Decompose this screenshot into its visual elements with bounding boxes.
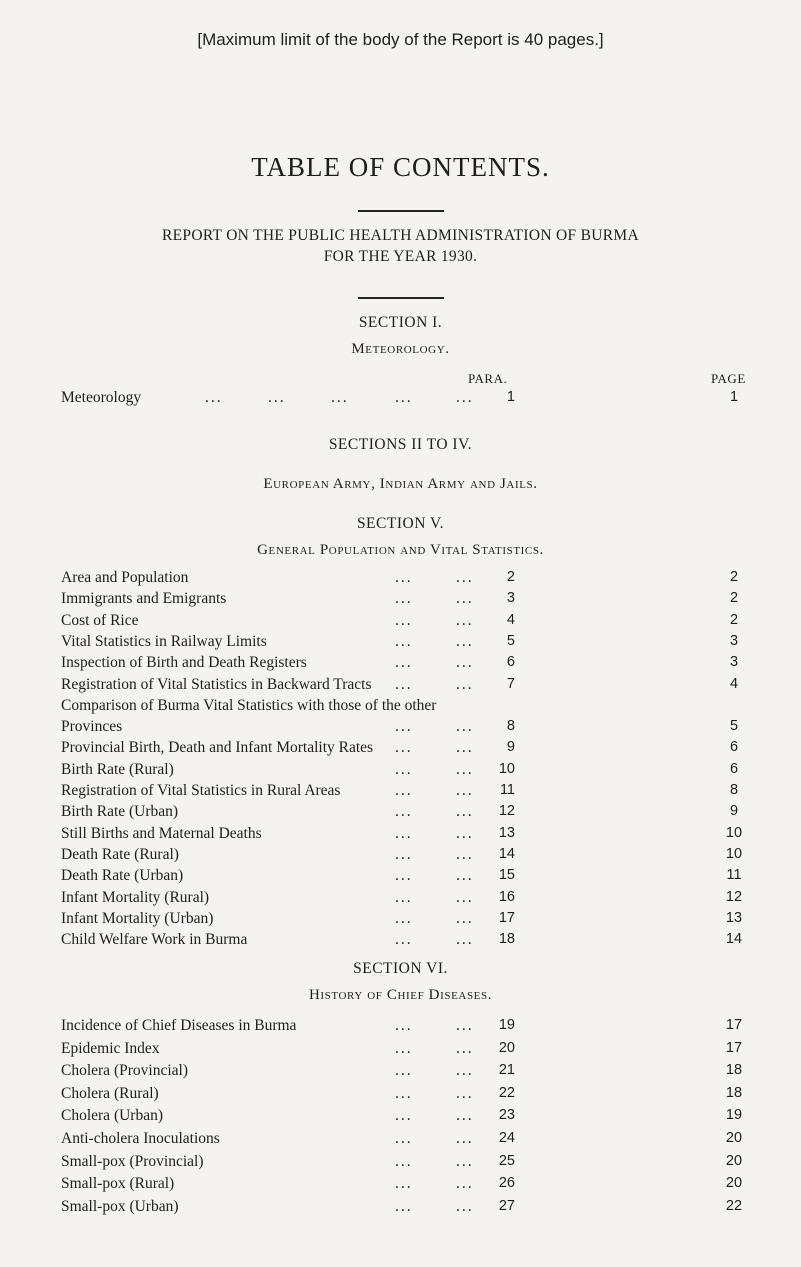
toc-leader: ... (395, 654, 413, 672)
toc-entry-label: Death Rate (Urban) (61, 867, 184, 885)
section-1-subheading: Meteorology. (351, 341, 450, 357)
toc-leader: ... (456, 1152, 474, 1170)
toc-leader: ... (456, 931, 474, 949)
toc-leader: ... (395, 888, 413, 906)
toc-leader: ... (205, 389, 223, 406)
toc-entry (0, 1153, 801, 1175)
toc-leader: ... (395, 675, 413, 693)
toc-entry-para: 16 (498, 888, 515, 905)
toc-leader: ... (395, 389, 413, 406)
toc-entry-para: 1 (506, 389, 515, 405)
toc-entry-page: 18 (725, 1062, 743, 1079)
toc-entry (0, 1130, 801, 1152)
toc-entry-label: Immigrants and Emigrants (61, 590, 227, 608)
report-title-line-1: REPORT ON THE PUBLIC HEALTH ADMINISTRATION OF BURMA (162, 227, 639, 244)
toc-entry-label: Still Births and Maternal Deaths (61, 824, 262, 842)
toc-entry-page: 17 (725, 1039, 743, 1056)
toc-leader: ... (331, 389, 349, 406)
section-6-heading: SECTION VI. (353, 960, 448, 977)
toc-leader: ... (456, 675, 474, 693)
toc-entry-label: Registration of Vital Statistics in Backward Tracts (61, 675, 372, 693)
toc-entry (0, 739, 801, 761)
toc-entry-page: 2 (729, 590, 739, 607)
toc-leader: ... (456, 654, 474, 672)
toc-leader: ... (395, 909, 413, 927)
toc-entry-page: 10 (725, 824, 743, 841)
toc-entry-page: 3 (729, 632, 739, 649)
toc-leader: ... (395, 1130, 413, 1147)
toc-entry-para: 15 (498, 867, 515, 884)
toc-entry (0, 1085, 801, 1107)
toc-entry-para: 4 (506, 611, 515, 628)
toc-entry-label: Cost of Rice (61, 611, 139, 629)
toc-leader: ... (268, 389, 286, 406)
toc-entry-page: 17 (725, 1017, 743, 1033)
toc-leader: ... (456, 888, 474, 906)
toc-entry (0, 1040, 801, 1062)
toc-entry-page: 18 (725, 1084, 743, 1101)
toc-entry-para: 11 (499, 782, 515, 798)
toc-entry-para: 9 (506, 739, 515, 756)
toc-entry (0, 718, 801, 740)
toc-entry-page: 14 (725, 931, 743, 948)
toc-entry-page: 20 (725, 1175, 743, 1192)
toc-entry-label: Birth Rate (Rural) (61, 760, 174, 778)
toc-entry-page: 8 (729, 782, 739, 798)
section-2-4-heading: SECTIONS II TO IV. (328, 436, 473, 453)
toc-entry (0, 761, 801, 783)
toc-entry-label: Registration of Vital Statistics in Rural Areas (61, 782, 341, 799)
toc-leader: ... (395, 931, 413, 949)
toc-leader: ... (456, 803, 474, 821)
toc-entry-page: 10 (725, 845, 743, 862)
toc-entry-para: 18 (498, 931, 515, 948)
toc-entry-page: 6 (729, 739, 739, 756)
toc-entry-label: Comparison of Burma Vital Statistics with those of the other (61, 696, 437, 714)
toc-entry-label: Provinces (61, 718, 123, 736)
toc-leader: ... (456, 1062, 474, 1080)
report-title-line-2: FOR THE YEAR 1930. (323, 248, 478, 265)
toc-entry (0, 633, 801, 655)
toc-entry-label: Small-pox (Rural) (61, 1175, 175, 1193)
toc-entry-label: Small-pox (Provincial) (61, 1152, 204, 1170)
toc-leader: ... (395, 782, 413, 799)
section-1-heading: SECTION I. (358, 314, 443, 331)
toc-leader: ... (395, 1107, 413, 1125)
toc-entry-label: Infant Mortality (Urban) (61, 909, 214, 927)
toc-entry (0, 1198, 801, 1220)
toc-leader: ... (395, 845, 413, 863)
toc-entry-para: 7 (506, 675, 515, 692)
title-rule (358, 210, 444, 212)
toc-leader: ... (395, 718, 413, 736)
toc-leader: ... (395, 803, 413, 821)
toc-entry-label: Inspection of Birth and Death Registers (61, 654, 307, 672)
toc-leader: ... (456, 1175, 474, 1193)
toc-entry-para: 17 (498, 909, 515, 926)
toc-entry-label: Cholera (Urban) (61, 1107, 163, 1125)
report-rule (358, 297, 444, 299)
toc-entry-page: 4 (729, 675, 739, 692)
toc-entry-label: Cholera (Provincial) (61, 1062, 188, 1080)
toc-entry (0, 676, 801, 698)
toc-entry-page: 20 (725, 1152, 743, 1169)
toc-leader: ... (395, 611, 413, 629)
toc-entry-page: 5 (729, 718, 739, 735)
toc-leader: ... (456, 909, 474, 927)
section-5-subheading: General Population and Vital Statistics. (257, 542, 544, 558)
toc-leader: ... (456, 389, 474, 406)
toc-entry-para: 12 (498, 803, 515, 820)
toc-leader: ... (456, 718, 474, 736)
toc-entry-page: 3 (729, 654, 739, 671)
toc-entry-page: 13 (725, 909, 743, 926)
toc-entry-label: Epidemic Index (61, 1039, 160, 1057)
toc-entry-para: 2 (506, 569, 515, 585)
toc-entry-label: Anti-cholera Inoculations (61, 1130, 220, 1147)
toc-entry-label: Birth Rate (Urban) (61, 803, 179, 821)
toc-entry-label: Meteorology (61, 389, 142, 406)
toc-leader: ... (456, 590, 474, 608)
toc-leader: ... (456, 1107, 474, 1125)
toc-entry (0, 803, 801, 825)
toc-entry-para: 26 (498, 1175, 515, 1192)
toc-entry (0, 867, 801, 889)
toc-leader: ... (395, 1084, 413, 1102)
section-6-subheading: History of Chief Diseases. (308, 987, 493, 1003)
toc-leader: ... (395, 1017, 413, 1034)
toc-entry-page: 19 (725, 1107, 743, 1124)
toc-leader: ... (456, 1017, 474, 1034)
toc-entry-label: Child Welfare Work in Burma (61, 931, 248, 949)
toc-entry-label: Area and Population (61, 569, 189, 586)
toc-entry (0, 1062, 801, 1084)
toc-leader: ... (456, 845, 474, 863)
toc-leader: ... (395, 1039, 413, 1057)
toc-entry-para: 5 (506, 632, 515, 649)
page-title: TABLE OF CONTENTS. (251, 152, 550, 182)
toc-entry-label: Cholera (Rural) (61, 1084, 159, 1102)
toc-entry-para: 27 (498, 1197, 515, 1214)
toc-entry-page: 9 (729, 803, 739, 820)
section-2-4-subheading: European Army, Indian Army and Jails. (263, 476, 538, 492)
toc-entry (0, 931, 801, 953)
toc-entry-label: Death Rate (Rural) (61, 845, 179, 863)
toc-entry-para: 10 (498, 760, 515, 777)
page-column-header: PAGE (711, 371, 746, 386)
toc-entry (0, 910, 801, 932)
toc-entry (0, 825, 801, 847)
toc-leader: ... (395, 569, 413, 586)
toc-entry-para: 25 (498, 1152, 515, 1169)
toc-leader: ... (395, 1197, 413, 1215)
toc-entry-para: 21 (498, 1062, 515, 1079)
toc-leader: ... (395, 867, 413, 885)
section-5-heading: SECTION V. (356, 515, 445, 532)
toc-leader: ... (395, 1152, 413, 1170)
toc-entry-page: 20 (725, 1130, 743, 1146)
toc-entry-page: 1 (729, 389, 739, 405)
toc-leader: ... (456, 569, 474, 586)
toc-entry-para: 20 (498, 1039, 515, 1056)
toc-leader: ... (456, 782, 474, 799)
toc-leader: ... (395, 739, 413, 757)
toc-leader: ... (456, 867, 474, 885)
toc-entry-para: 6 (506, 654, 515, 671)
toc-entry (0, 389, 801, 411)
toc-entry (0, 1175, 801, 1197)
toc-leader: ... (395, 1062, 413, 1080)
toc-entry-page: 6 (729, 760, 739, 777)
toc-entry-para: 24 (498, 1130, 515, 1146)
toc-entry-page: 22 (725, 1197, 743, 1214)
toc-leader: ... (395, 760, 413, 778)
toc-entry-para: 23 (498, 1107, 515, 1124)
toc-leader: ... (456, 1130, 474, 1147)
toc-entry-para: 3 (506, 590, 515, 607)
toc-entry-label: Incidence of Chief Diseases in Burma (61, 1017, 297, 1034)
toc-leader: ... (456, 739, 474, 757)
toc-leader: ... (456, 760, 474, 778)
toc-leader: ... (395, 824, 413, 842)
para-column-header: PARA. (468, 371, 508, 386)
toc-entry-para: 19 (498, 1017, 515, 1033)
toc-entry-page: 2 (729, 611, 739, 628)
toc-entry (0, 654, 801, 676)
toc-leader: ... (456, 1084, 474, 1102)
toc-leader: ... (456, 632, 474, 650)
toc-entry-label: Vital Statistics in Railway Limits (61, 632, 267, 650)
toc-entry-para: 8 (506, 718, 515, 735)
page-limit-note: [Maximum limit of the body of the Report is 40 pages.] (197, 30, 604, 49)
toc-entry-label: Provincial Birth, Death and Infant Mortality Rates (61, 739, 374, 757)
toc-entry-para: 13 (498, 824, 515, 841)
toc-entry-para: 14 (498, 845, 515, 862)
toc-leader: ... (456, 611, 474, 629)
toc-entry-label: Infant Mortality (Rural) (61, 888, 210, 906)
toc-leader: ... (456, 824, 474, 842)
toc-leader: ... (395, 632, 413, 650)
toc-entry (0, 569, 801, 591)
toc-entry (0, 889, 801, 911)
toc-leader: ... (456, 1039, 474, 1057)
toc-entry (0, 1107, 801, 1129)
toc-entry (0, 1017, 801, 1039)
toc-entry (0, 846, 801, 868)
toc-entry-page: 11 (726, 867, 742, 884)
toc-entry-page: 12 (725, 888, 743, 905)
toc-entry (0, 782, 801, 804)
toc-leader: ... (395, 590, 413, 608)
toc-leader: ... (395, 1175, 413, 1193)
toc-entry-page: 2 (729, 569, 739, 585)
toc-entry (0, 612, 801, 634)
toc-entry (0, 697, 801, 719)
toc-entry (0, 590, 801, 612)
toc-entry-para: 22 (498, 1084, 515, 1101)
toc-leader: ... (456, 1197, 474, 1215)
toc-entry-label: Small-pox (Urban) (61, 1197, 179, 1215)
